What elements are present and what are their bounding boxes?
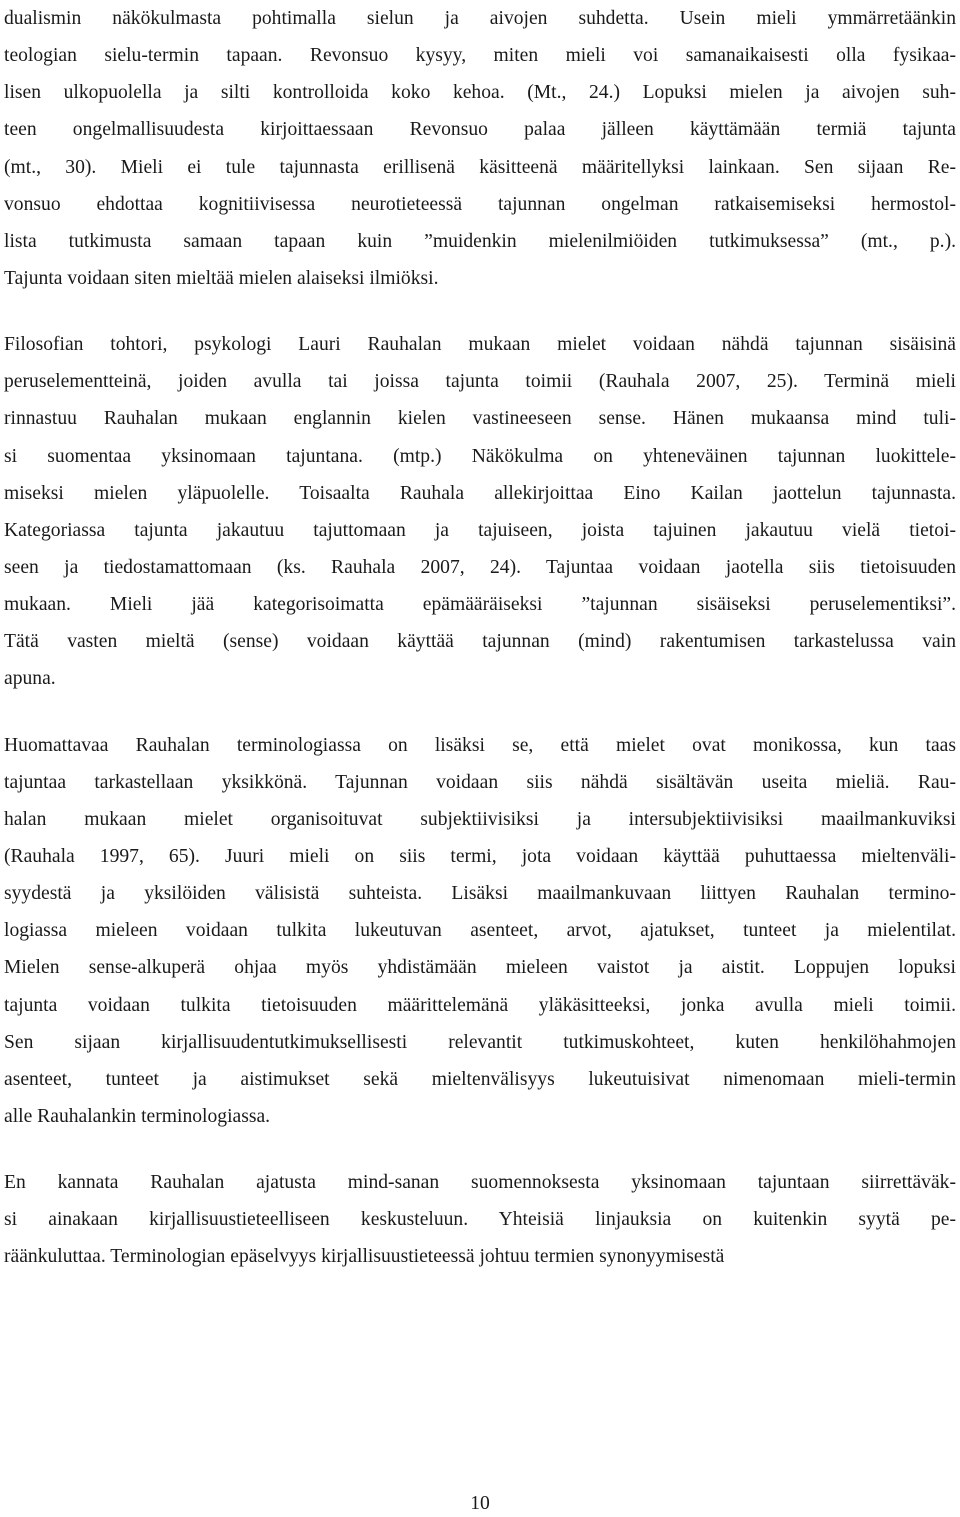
paragraph-gap bbox=[4, 698, 956, 727]
text-line: Huomattavaa Rauhalan terminologiassa on lisäksi se, että mielet ovat monikossa, kun taas bbox=[4, 734, 956, 756]
text-line: Sen sijaan kirjallisuudentutkimuksellisesti relevantit tutkimuskohteet, kuten henkilöhahmojen bbox=[4, 1031, 956, 1053]
text-line: Mielen sense-alkuperä ohjaa myös yhdistämään mieleen vaistot ja aistit. Loppujen lopuksi bbox=[4, 957, 956, 979]
paragraph bbox=[4, 326, 956, 697]
text-line: lisen ulkopuolella ja silti kontrolloida koko kehoa. (Mt., 24.) Lopuksi mielen ja aivojen suh- bbox=[4, 82, 956, 104]
text-line: Filosofian tohtori, psykologi Lauri Rauhalan mukaan mielet voidaan nähdä tajunnan sisäisinä bbox=[4, 334, 956, 356]
text-line: asenteet, tunteet ja aistimukset sekä mieltenvälisyys lukeutuisivat nimenomaan mieli-termin bbox=[4, 1068, 956, 1090]
text-line: syydestä ja yksilöiden välisistä suhteista. Lisäksi maailmankuvaan liittyen Rauhalan termino- bbox=[4, 883, 956, 905]
text-line: halan mukaan mielet organisoituvat subjektiivisiksi ja intersubjektiivisiksi maailmankuviksi bbox=[4, 808, 956, 830]
text-line: seen ja tiedostamattomaan (ks. Rauhala 2007, 24). Tajuntaa voidaan jaotella siis tietoisuuden bbox=[4, 556, 956, 578]
paragraph bbox=[4, 1164, 956, 1275]
paragraph-gap bbox=[4, 1135, 956, 1164]
text-line: (mt., 30). Mieli ei tule tajunnasta erillisenä käsitteenä määritellyksi lainkaan. Sen sijaan Re- bbox=[4, 156, 956, 178]
text-line: si ainakaan kirjallisuustieteelliseen keskusteluun. Yhteisiä linjauksia on kuitenkin syytä pe- bbox=[4, 1209, 956, 1231]
paragraph bbox=[4, 727, 956, 1136]
text-line: En kannata Rauhalan ajatusta mind-sanan suomennoksesta yksinomaan tajuntaan siirrettäväk- bbox=[4, 1172, 956, 1194]
document-page bbox=[4, 0, 956, 1517]
text-line: si suomentaa yksinomaan tajuntana. (mtp.) Näkökulma on yhteneväinen tajunnan luokittele- bbox=[4, 445, 956, 467]
text-line: Tätä vasten mieltä (sense) voidaan käyttää tajunnan (mind) rakentumisen tarkastelussa vain bbox=[4, 631, 956, 653]
text-line: tajuntaa tarkastellaan yksikkönä. Tajunnan voidaan siis nähdä sisältävän useita mieliä. Rau- bbox=[4, 771, 956, 793]
text-line: miseksi mielen yläpuolelle. Toisaalta Rauhala allekirjoittaa Eino Kailan jaottelun tajunnasta. bbox=[4, 482, 956, 504]
text-line: alle Rauhalankin terminologiassa. bbox=[4, 1105, 271, 1127]
text-line: teologian sielu-termin tapaan. Revonsuo kysyy, miten mieli voi samanaikaisesti olla fysikaa- bbox=[4, 45, 956, 67]
paragraph-gap bbox=[4, 297, 956, 326]
paragraph bbox=[4, 0, 956, 297]
text-line: mukaan. Mieli jää kategorisoimatta epämääräiseksi ”tajunnan sisäiseksi peruselementiksi”. bbox=[4, 594, 956, 616]
text-line: räänkuluttaa. Terminologian epäselvyys kirjallisuustieteessä johtuu termien synonyymisestä bbox=[4, 1246, 725, 1268]
text-line: tajunta voidaan tulkita tietoisuuden määrittelemänä yläkäsitteeksi, jonka avulla mieli toimii. bbox=[4, 994, 956, 1016]
text-line: teen ongelmallisuudesta kirjoittaessaan Revonsuo palaa jälleen käyttämään termiä tajunta bbox=[4, 119, 956, 141]
text-line: apuna. bbox=[4, 668, 56, 690]
text-line: Tajunta voidaan siten mieltää mielen alaiseksi ilmiöksi. bbox=[4, 267, 439, 289]
text-line: dualismin näkökulmasta pohtimalla sielun ja aivojen suhdetta. Usein mieli ymmärretäänkin bbox=[4, 8, 956, 29]
text-line: (Rauhala 1997, 65). Juuri mieli on siis termi, jota voidaan käyttää puhuttaessa mieltenväli- bbox=[4, 845, 956, 867]
text-line: logiassa mieleen voidaan tulkita lukeutuvan asenteet, arvot, ajatukset, tunteet ja mielentilat. bbox=[4, 920, 956, 942]
text-line: rinnastuu Rauhalan mukaan englannin kielen vastineeseen sense. Hänen mukaansa mind tuli- bbox=[4, 408, 956, 430]
text-line: Kategoriassa tajunta jakautuu tajuttomaan ja tajuiseen, joista tajuinen jakautuu vielä tietoi- bbox=[4, 519, 956, 541]
page-number: 10 bbox=[470, 1493, 490, 1514]
text-line: vonsuo ehdottaa kognitiivisessa neurotieteessä tajunnan ongelman ratkaisemiseksi hermostol- bbox=[4, 193, 956, 215]
text-line: peruselementteinä, joiden avulla tai joissa tajunta toimii (Rauhala 2007, 25). Terminä mieli bbox=[4, 371, 956, 393]
text-line: lista tutkimusta samaan tapaan kuin ”muidenkin mielenilmiöiden tutkimuksessa” (mt., p.). bbox=[4, 230, 956, 252]
